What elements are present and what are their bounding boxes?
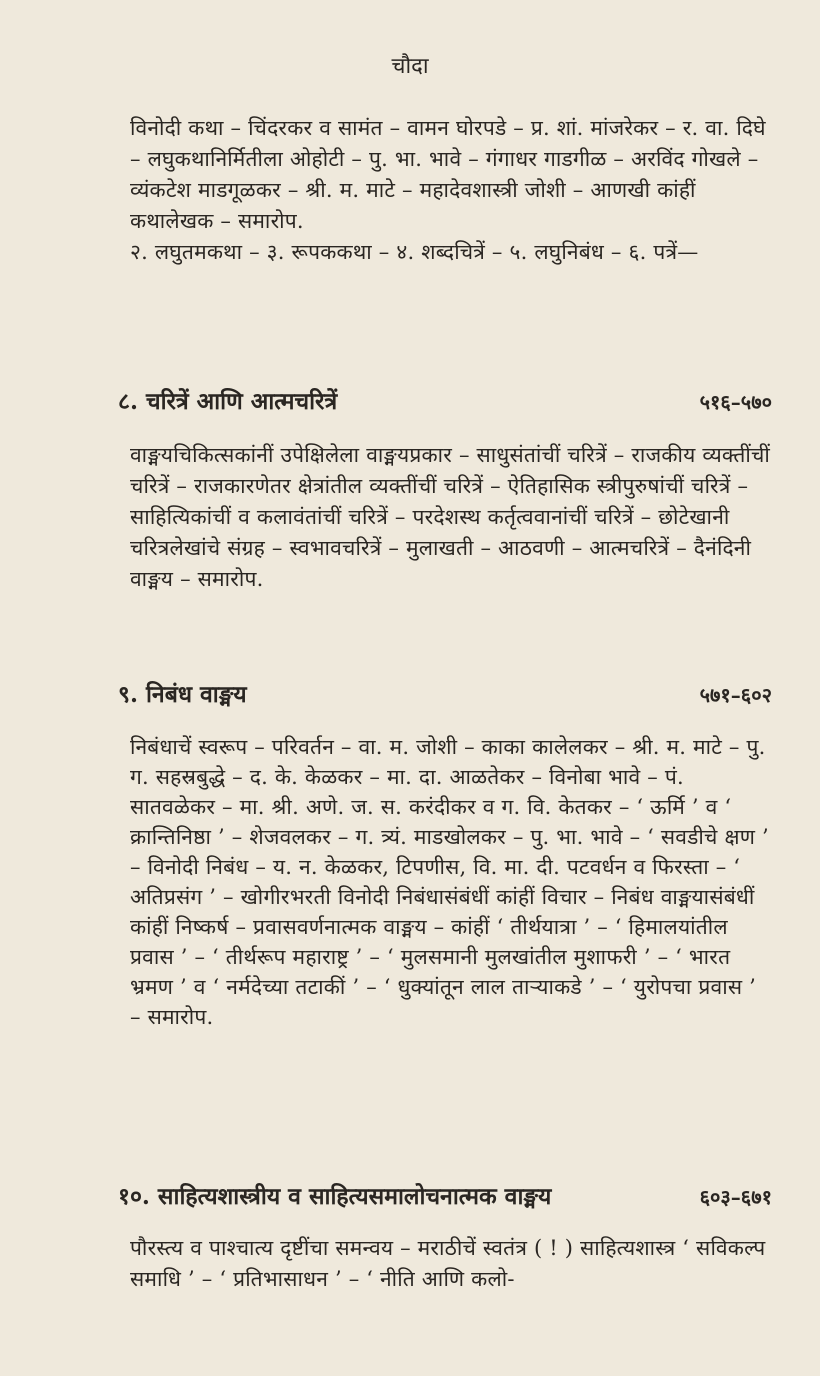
section-heading-8 [118, 384, 772, 416]
top-section [130, 113, 770, 268]
page-number: चौदा [391, 54, 429, 79]
section-body-text: निबंधाचें स्वरूप – परिवर्तन – वा. म. जोशी – काका कालेलकर – श्री. म. माटे – पु. ग. सहस्रबुद्धे – द. के. केळकर – मा. दा. आळतेकर – विनोबा भावे – पं. सातवळेकर – मा. श्री. अणे. ज. स. करंदीकर व ग. वि. केतकर – ‘ ऊर्मि ’ व ‘ क्रान्तिनिष्ठा ’ – शेजवलकर – ग. त्र्यं. माडखोलकर – पु. भा. भावे – ‘ सवडीचे क्षण ’ – विनोदी निबंध – य. न. केळकर, टिपणीस, वि. मा. दी. पटवर्धन व फिरस्ता – ‘ अतिप्रसंग ’ – खोगीरभरती विनोदी निबंधासंबंधीं कांहीं विचार – निबंध वाङ्मयासंबंधीं कांहीं निष्कर्ष – प्रवासवर्णनात्मक वाङ्मय – कांहीं ‘ तीर्थयात्रा ’ – ‘ हिमालयांतील प्रवास ’ – ‘ तीर्थरूप महाराष्ट्र ’ – ‘ मुलसमानी मुलखांतील मुशाफरी ’ – ‘ भारत भ्रमण ’ व ‘ नर्मदेच्या तटाकीं ’ – ‘ धुक्यांतून लाल ताऱ्याकडे ’ – ‘ युरोपचा प्रवास ’ – समारोप. [130, 735, 769, 1029]
section-body-text: वाङ्मयचिकित्सकांनीं उपेक्षिलेला वाङ्मयप्रकार – साधुसंतांचीं चरित्रें – राजकीय व्यक्तींचीं चरित्रें – राजकारणेतर क्षेत्रांतील व्यक्तींचीं चरित्रें – ऐतिहासिक स्त्रीपुरुषांचीं चरित्रें – साहित्यिकांचीं व कलावंतांचीं चरित्रें – परदेशस्थ कर्तृत्ववानांचीं चरित्रें – छोटेखानी चरित्रलेखांचे संग्रह – स्वभावचरित्रें – मुलाखती – आठवणी – आत्मचरित्रें – दैनंदिनी वाङ्मय – समारोप. [130, 443, 770, 591]
section-page-range: ६०३–६७१ [699, 1185, 772, 1209]
section-heading-9 [118, 677, 772, 709]
section-page-range: ५१६–५७० [699, 390, 772, 414]
section-heading-10 [118, 1179, 772, 1211]
top-paragraph [130, 113, 770, 268]
section-body-9 [130, 732, 770, 1032]
section-title: १०. साहित्यशास्त्रीय व साहित्यसमालोचनात्मक वाङ्मय [118, 1183, 552, 1210]
section-title: ८. चरित्रें आणि आत्मचरित्रें [118, 388, 338, 415]
section-body-10 [130, 1233, 770, 1295]
top-paragraph-text: विनोदी कथा – चिंदरकर व सामंत – वामन घोरपडे – प्र. शां. मांजरेकर – र. वा. दिघे – लघुकथानिर्मितीला ओहोटी – पु. भा. भावे – गंगाधर गाडगीळ – अरविंद गोखले – व्यंकटेश माडगूळकर – श्री. म. माटे – महादेवशास्त्री जोशी – आणखी कांहीं कथालेखक – समारोप. [130, 116, 766, 233]
top-list-line: २. लघुतमकथा – ३. रूपककथा – ४. शब्दचित्रें – ५. लघुनिबंध – ६. पत्रें— [130, 240, 699, 264]
section-body-text: पौरस्त्य व पाश्चात्य दृष्टींचा समन्वय – मराठीचें स्वतंत्र ( ! ) साहित्यशास्त्र ‘ सविकल्प समाधि ’ – ‘ प्रतिभासाधन ’ – ‘ नीति आणि कलो- [130, 1236, 766, 1291]
section-title: ९. निबंध वाङ्मय [118, 681, 247, 708]
section-page-range: ५७१–६०२ [699, 683, 772, 707]
section-body-8 [130, 440, 770, 595]
